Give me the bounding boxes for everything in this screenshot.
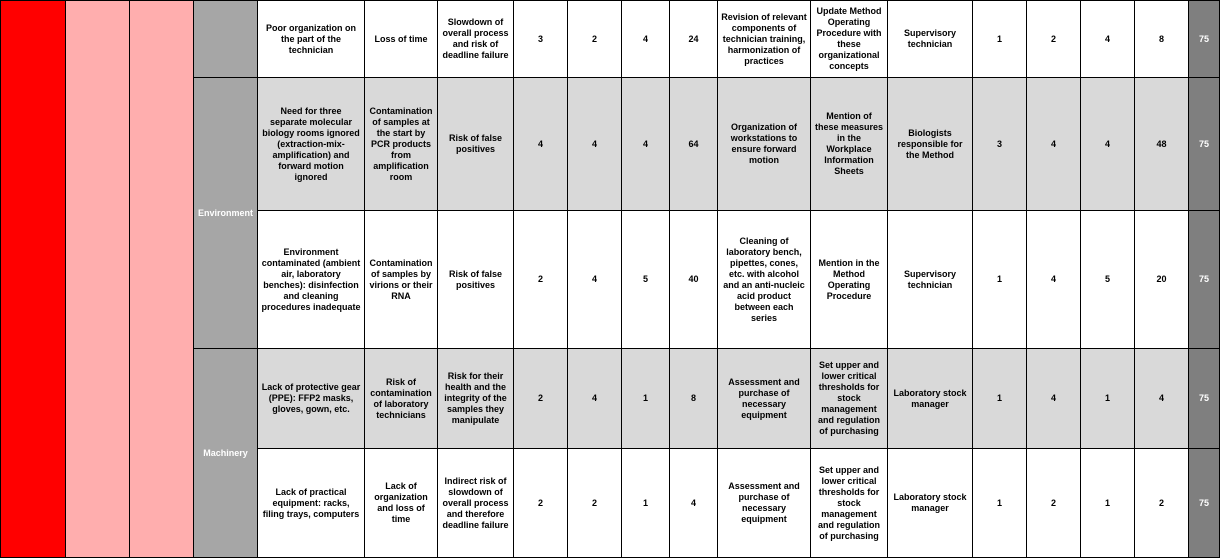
residual-severity-cell: 1 — [973, 211, 1027, 349]
category-environment: Environment — [194, 78, 258, 349]
final-score-cell: 75 — [1189, 349, 1220, 449]
criticality-cell: 64 — [670, 78, 718, 211]
cause-cell: Lack of practical equipment: racks, filing trays, computers — [258, 449, 365, 558]
corrective-action-cell: Revision of relevant components of technician training, harmonization of practices — [718, 1, 811, 78]
responsible-cell: Supervisory technician — [888, 1, 973, 78]
effect-cell: Contamination of samples by virions or their RNA — [365, 211, 438, 349]
cause-cell: Poor organization on the part of the technician — [258, 1, 365, 78]
effect-cell: Risk of contamination of laboratory technicians — [365, 349, 438, 449]
measure-cell: Set upper and lower critical thresholds for stock management and regulation of purchasing — [811, 349, 888, 449]
residual-detection-cell: 1 — [1081, 449, 1135, 558]
residual-occurrence-cell: 4 — [1027, 211, 1081, 349]
category-machinery: Machinery — [194, 349, 258, 558]
criticality-cell: 8 — [670, 349, 718, 449]
criticality-cell: 40 — [670, 211, 718, 349]
responsible-cell: Supervisory technician — [888, 211, 973, 349]
criticality-cell: 24 — [670, 1, 718, 78]
responsible-cell: Laboratory stock manager — [888, 349, 973, 449]
residual-severity-cell: 3 — [973, 78, 1027, 211]
table-row — [1, 1, 1220, 78]
final-score-cell: 75 — [1189, 449, 1220, 558]
corrective-action-cell: Cleaning of laboratory bench, pipettes, cones, etc. with alcohol and an anti-nucleic acid product between each series — [718, 211, 811, 349]
residual-criticality-cell: 48 — [1135, 78, 1189, 211]
residual-detection-cell: 4 — [1081, 1, 1135, 78]
residual-detection-cell: 1 — [1081, 349, 1135, 449]
residual-severity-cell: 1 — [973, 349, 1027, 449]
detection-cell: 1 — [622, 449, 670, 558]
cause-cell: Lack of protective gear (PPE): FFP2 masks, gloves, gown, etc. — [258, 349, 365, 449]
risk-level-pink-cell — [66, 1, 130, 558]
criticality-cell: 4 — [670, 449, 718, 558]
responsible-cell: Biologists responsible for the Method — [888, 78, 973, 211]
residual-detection-cell: 4 — [1081, 78, 1135, 211]
residual-criticality-cell: 20 — [1135, 211, 1189, 349]
corrective-action-cell: Assessment and purchase of necessary equipment — [718, 349, 811, 449]
detection-cell: 1 — [622, 349, 670, 449]
final-score-cell: 75 — [1189, 78, 1220, 211]
occurrence-cell: 4 — [568, 211, 622, 349]
consequence-cell: Risk of false positives — [438, 211, 514, 349]
severity-cell: 2 — [514, 349, 568, 449]
occurrence-cell: 4 — [568, 78, 622, 211]
responsible-cell: Laboratory stock manager — [888, 449, 973, 558]
final-score-cell: 75 — [1189, 1, 1220, 78]
consequence-cell: Risk for their health and the integrity of the samples they manipulate — [438, 349, 514, 449]
detection-cell: 4 — [622, 78, 670, 211]
residual-severity-cell: 1 — [973, 449, 1027, 558]
measure-cell: Mention of these measures in the Workplace Information Sheets — [811, 78, 888, 211]
measure-cell: Mention in the Method Operating Procedure — [811, 211, 888, 349]
severity-cell: 2 — [514, 211, 568, 349]
occurrence-cell: 4 — [568, 349, 622, 449]
residual-detection-cell: 5 — [1081, 211, 1135, 349]
risk-level-pink-cell — [130, 1, 194, 558]
residual-criticality-cell: 2 — [1135, 449, 1189, 558]
consequence-cell: Slowdown of overall process and risk of deadline failure — [438, 1, 514, 78]
effect-cell: Lack of organization and loss of time — [365, 449, 438, 558]
cause-cell: Environment contaminated (ambient air, laboratory benches): disinfection and cleaning procedures inadequate — [258, 211, 365, 349]
risk-level-red-cell — [1, 1, 66, 558]
severity-cell: 2 — [514, 449, 568, 558]
residual-criticality-cell: 8 — [1135, 1, 1189, 78]
residual-occurrence-cell: 4 — [1027, 78, 1081, 211]
consequence-cell: Indirect risk of slowdown of overall process and therefore deadline failure — [438, 449, 514, 558]
occurrence-cell: 2 — [568, 1, 622, 78]
corrective-action-cell: Organization of workstations to ensure forward motion — [718, 78, 811, 211]
consequence-cell: Risk of false positives — [438, 78, 514, 211]
final-score-cell: 75 — [1189, 211, 1220, 349]
detection-cell: 4 — [622, 1, 670, 78]
residual-occurrence-cell: 2 — [1027, 1, 1081, 78]
residual-occurrence-cell: 2 — [1027, 449, 1081, 558]
severity-cell: 4 — [514, 78, 568, 211]
severity-cell: 3 — [514, 1, 568, 78]
residual-criticality-cell: 4 — [1135, 349, 1189, 449]
residual-occurrence-cell: 4 — [1027, 349, 1081, 449]
corrective-action-cell: Assessment and purchase of necessary equipment — [718, 449, 811, 558]
effect-cell: Loss of time — [365, 1, 438, 78]
measure-cell: Update Method Operating Procedure with these organizational concepts — [811, 1, 888, 78]
measure-cell: Set upper and lower critical thresholds for stock management and regulation of purchasing — [811, 449, 888, 558]
residual-severity-cell: 1 — [973, 1, 1027, 78]
detection-cell: 5 — [622, 211, 670, 349]
cause-cell: Need for three separate molecular biology rooms ignored (extraction-mix-amplification) and forward motion ignored — [258, 78, 365, 211]
effect-cell: Contamination of samples at the start by PCR products from amplification room — [365, 78, 438, 211]
category-cell — [194, 1, 258, 78]
occurrence-cell: 2 — [568, 449, 622, 558]
